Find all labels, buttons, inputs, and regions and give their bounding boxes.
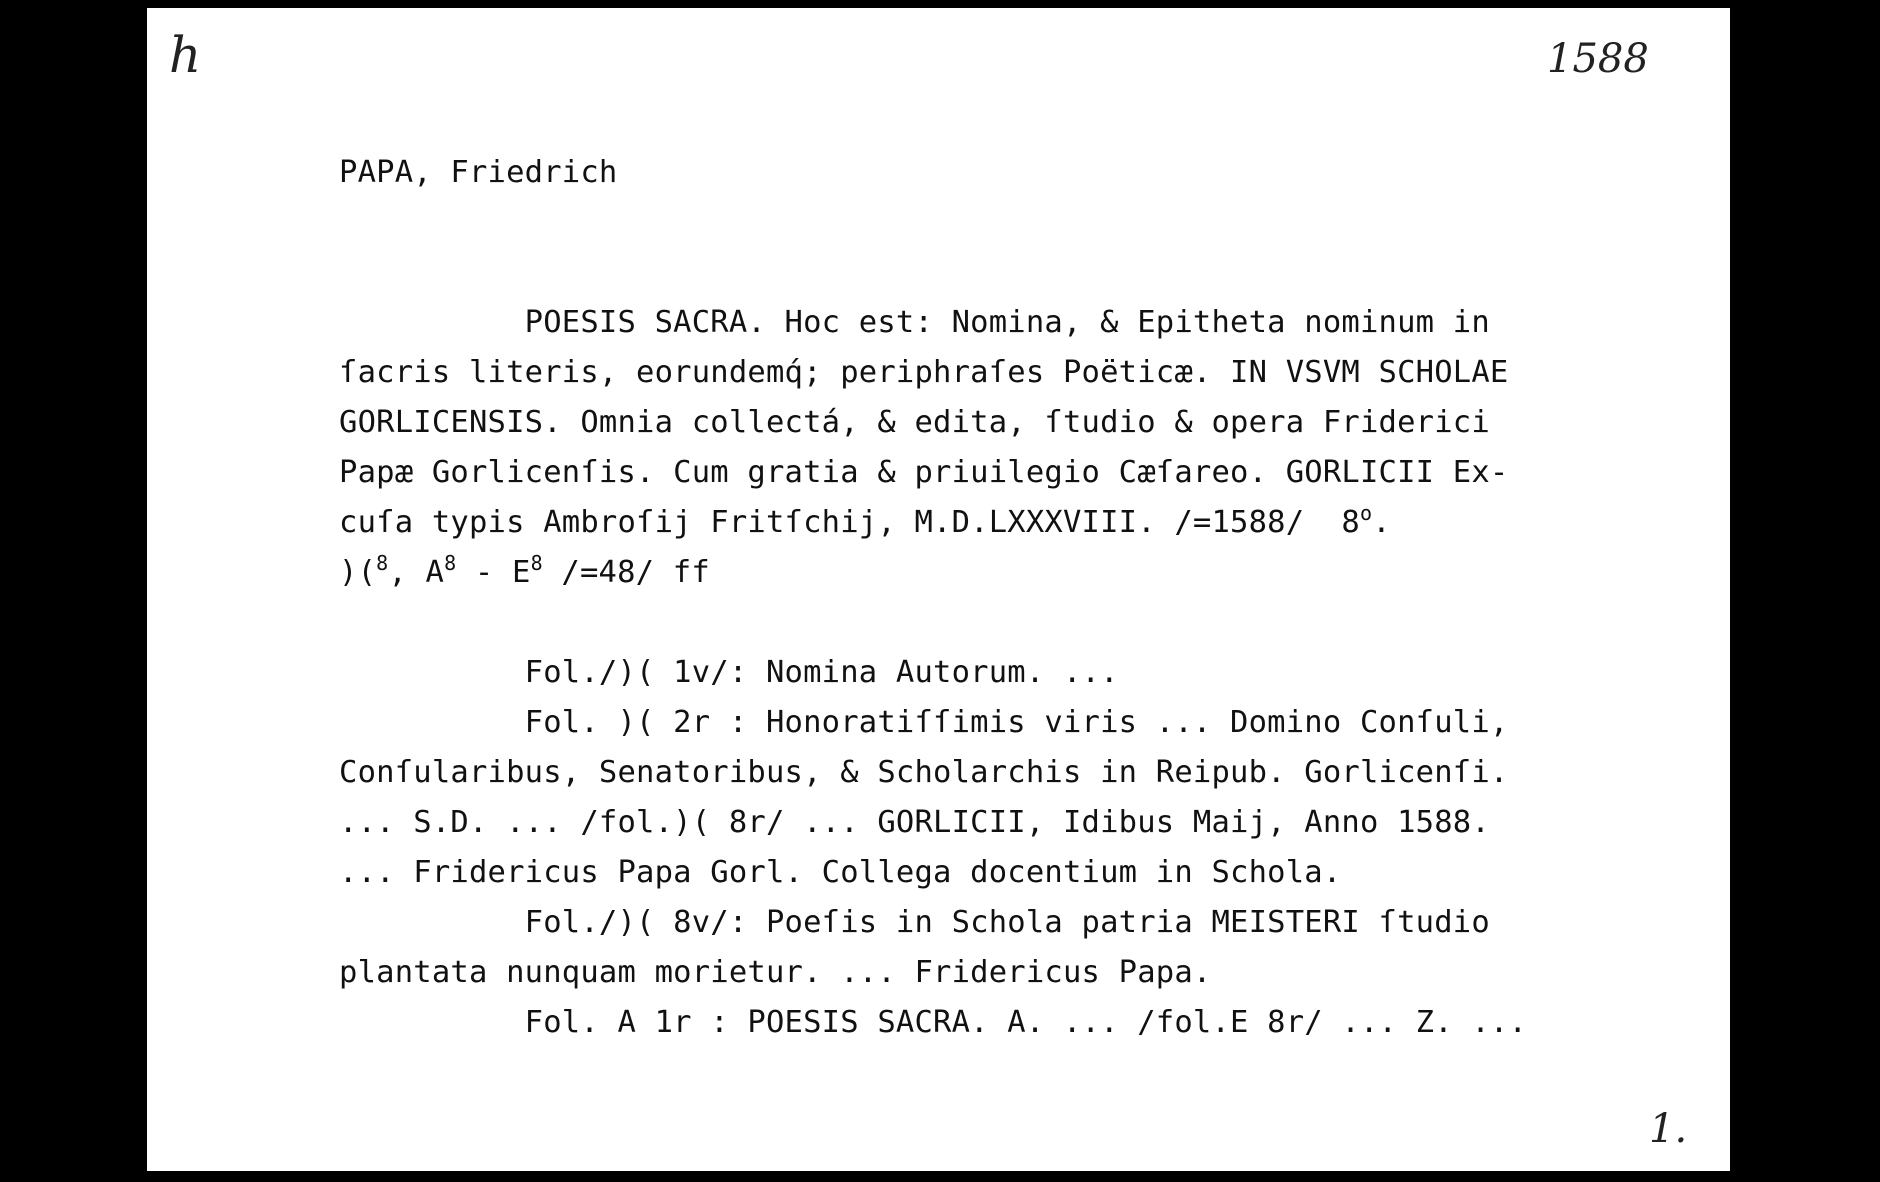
note-line-3: Conſularibus, Senatoribus, & Scholarchis in Reipub. Gorlicenſi. [339,755,1509,790]
note-line-5: ... Fridericus Papa Gorl. Collega docentium in Schola. [339,855,1342,890]
note-line-6: Fol./)( 8v/: Poeſis in Schola patria MEISTERI ſtudio [339,905,1490,940]
collation-part-2: , A [388,555,445,590]
note-line-2: Fol. )( 2r : Honoratiſſimis viris ... Domino Conſuli, [339,705,1509,740]
handwritten-year: 1588 [1547,36,1649,82]
format-degree: o [1359,501,1373,525]
note-line-4: ... S.D. ... /fol.)( 8r/ ... GORLICII, Idibus Maij, Anno 1588. [339,805,1490,840]
title-line-3: GORLICENSIS. Omnia collectá, & edita, ſtudio & opera Friderici [339,405,1490,440]
collation-sup-2: 8 [444,551,457,575]
title-line-1: POESIS SACRA. Hoc est: Nomina, & Epitheta nominum in [339,305,1490,340]
imprint-text: cuſa typis Ambroſij Fritſchij, M.D.LXXXVIII. /=1588/ 8 [339,505,1360,540]
collation-part-1: )( [339,555,377,590]
imprint-line [339,498,1391,548]
note-line-1: Fol./)( 1v/: Nomina Autorum. ... [339,655,1119,690]
catalog-card [147,8,1730,1171]
note-line-7: plantata nunquam morietur. ... Fridericus Papa. [339,955,1212,990]
collation-line [339,548,710,598]
collation-part-4: /=48/ ff [542,555,710,590]
handwritten-card-number: 1. [1649,1106,1688,1152]
author-heading: PAPA, Friedrich [339,155,618,190]
imprint-end: . [1372,505,1391,540]
title-line-4: Papæ Gorlicenſis. Cum gratia & priuilegio Cæſareo. GORLICII Ex- [339,455,1509,490]
collation-sup-1: 8 [376,551,389,575]
collation-sup-3: 8 [530,551,543,575]
handwritten-mark: h [169,26,202,84]
title-line-2: ſacris literis, eorundemq́; periphraſes Poëticæ. IN VSVM SCHOLAE [339,355,1509,390]
note-line-8: Fol. A 1r : POESIS SACRA. A. ... /fol.E 8r/ ... Z. ... [339,1005,1528,1040]
collation-part-3: - E [456,555,531,590]
